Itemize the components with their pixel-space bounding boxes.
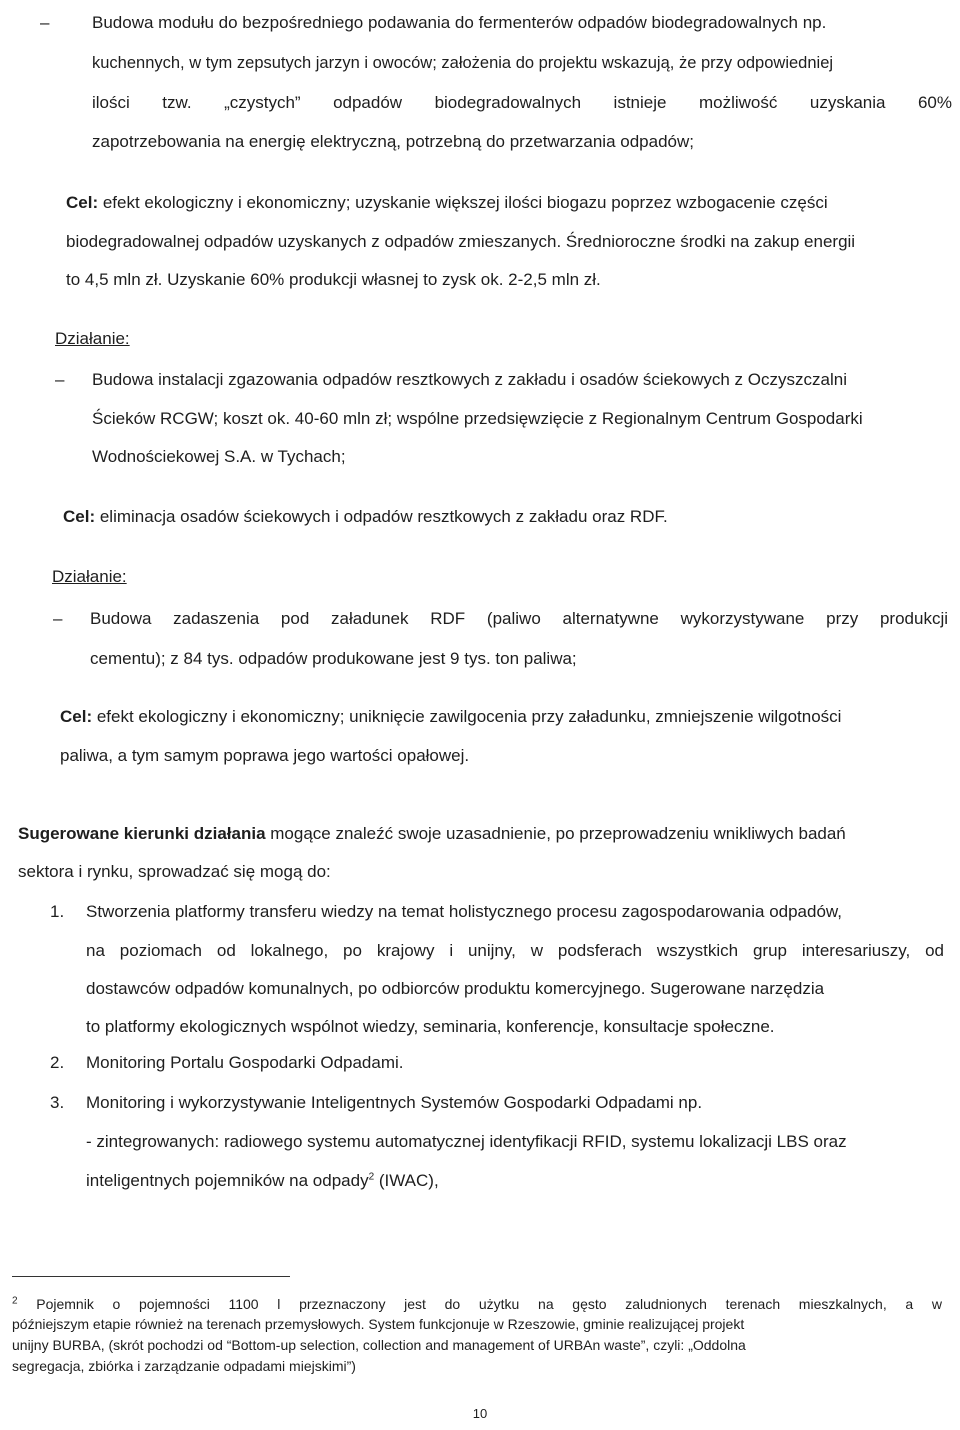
- goal-text: eliminacja osadów ściekowych i odpadów resztkowych z zakładu oraz RDF.: [95, 507, 668, 526]
- goal-paragraph: [63, 506, 668, 528]
- footnote-line: unijny BURBA, (skrót pochodzi od “Bottom-up selection, collection and management of URBAn waste”, czyli: „Oddolna: [12, 1337, 746, 1353]
- list-item-line: to platformy ekologicznych wspólnot wiedzy, seminaria, konferencje, konsultacje społeczne.: [86, 1017, 775, 1036]
- bullet-dash: –: [40, 13, 50, 32]
- footnote-line: [12, 1295, 942, 1313]
- paragraph-line: sektora i rynku, sprowadzać się mogą do:: [18, 862, 331, 881]
- list-number: 3.: [50, 1093, 65, 1112]
- list-item-line: - zintegrowanych: radiowego systemu automatycznej identyfikacji RFID, systemu lokalizacji LBS oraz: [86, 1132, 847, 1151]
- goal-paragraph: [60, 706, 841, 728]
- bullet-dash: –: [55, 370, 65, 389]
- bullet-dash: –: [53, 609, 63, 628]
- list-item-text: inteligentnych pojemników na odpady: [86, 1171, 369, 1190]
- footnote-ref: 2: [368, 1171, 375, 1183]
- paragraph-line: biodegradowalnej odpadów uzyskanych z odpadów zmieszanych. Średnioroczne środki na zakup energii: [66, 232, 856, 251]
- suggestions-text: mogące znaleźć swoje uzasadnienie, po przeprowadzeniu wnikliwych badań: [265, 824, 846, 843]
- paragraph-line: Ścieków RCGW; koszt ok. 40-60 mln zł; wspólne przedsięwzięcie z Regionalnym Centrum Gospodarki: [92, 409, 863, 428]
- paragraph-line: Budowa modułu do bezpośredniego podawania do fermenterów odpadów biodegradowalnych np.: [92, 13, 827, 32]
- page-number: 10: [472, 1406, 488, 1421]
- paragraph-line: to 4,5 mln zł. Uzyskanie 60% produkcji własnej to zysk ok. 2-2,5 mln zł.: [66, 270, 601, 289]
- goal-text: efekt ekologiczny i ekonomiczny; uniknięcie zawilgocenia przy załadunku, zmniejszenie wilgotności: [92, 707, 842, 726]
- footnote-line: późniejszym etapie również na terenach przemysłowych. System funkcjonuje w Rzeszowie, gminie realizującej projekt: [12, 1316, 745, 1332]
- list-item-line: Monitoring Portalu Gospodarki Odpadami.: [86, 1053, 404, 1072]
- goal-text: efekt ekologiczny i ekonomiczny; uzyskanie większej ilości biogazu poprzez wzbogacenie części: [98, 193, 828, 212]
- goal-label: Cel:: [63, 507, 96, 526]
- list-number: 1.: [50, 902, 65, 921]
- goal-label: Cel:: [66, 193, 99, 212]
- list-number: 2.: [50, 1053, 65, 1072]
- list-item-line: Monitoring i wykorzystywanie Inteligentnych Systemów Gospodarki Odpadami np.: [86, 1093, 703, 1112]
- paragraph-line: Budowa instalacji zgazowania odpadów resztkowych z zakładu i osadów ściekowych z Oczyszczalni: [92, 370, 847, 389]
- list-item-text: (IWAC),: [374, 1171, 439, 1190]
- footnote-mark: 2: [12, 1295, 18, 1307]
- list-item-line: dostawców odpadów komunalnych, po odbiorców produktu komercyjnego. Sugerowane narzędzia: [86, 979, 825, 998]
- paragraph-line: paliwa, a tym samym poprawa jego wartości opałowej.: [60, 746, 470, 765]
- paragraph-line: Wodnościekowej S.A. w Tychach;: [92, 447, 346, 466]
- paragraph-line: cementu); z 84 tys. odpadów produkowane jest 9 tys. ton paliwa;: [90, 649, 577, 668]
- paragraph-line: Budowa zadaszenia pod załadunek RDF (paliwo alternatywne wykorzystywane przy produkcji: [90, 609, 948, 628]
- list-item-line: na poziomach od lokalnego, po krajowy i unijny, w podsferach wszystkich grup interesariuszy, od: [86, 941, 944, 960]
- goal-paragraph: [66, 192, 828, 214]
- suggestions-intro: [18, 823, 846, 845]
- paragraph-line: kuchennych, w tym zepsutych jarzyn i owoców; założenia do projektu wskazują, że przy odpowiedniej: [92, 54, 834, 72]
- paragraph-line: zapotrzebowania na energię elektryczną, potrzebną do przetwarzania odpadów;: [92, 132, 694, 151]
- goal-label: Cel:: [60, 707, 93, 726]
- footnote-text: Pojemnik o pojemności 1100 l przeznaczony jest do użytku na gęsto zaludnionych terenach mieszkalnych, a w: [17, 1296, 942, 1312]
- suggestions-label: Sugerowane kierunki działania: [18, 824, 266, 843]
- list-item-line: Stworzenia platformy transferu wiedzy na temat holistycznego procesu zagospodarowania odpadów,: [86, 902, 842, 921]
- list-item-line: [86, 1170, 439, 1192]
- footnote-divider: [12, 1276, 290, 1277]
- section-heading: Działanie:: [52, 567, 127, 586]
- section-heading: Działanie:: [55, 329, 130, 348]
- footnote-line: segregacja, zbiórka i zarządzanie odpadami miejskimi”): [12, 1358, 356, 1374]
- paragraph-line: ilości tzw. „czystych” odpadów biodegradowalnych istnieje możliwość uzyskania 60%: [92, 93, 952, 112]
